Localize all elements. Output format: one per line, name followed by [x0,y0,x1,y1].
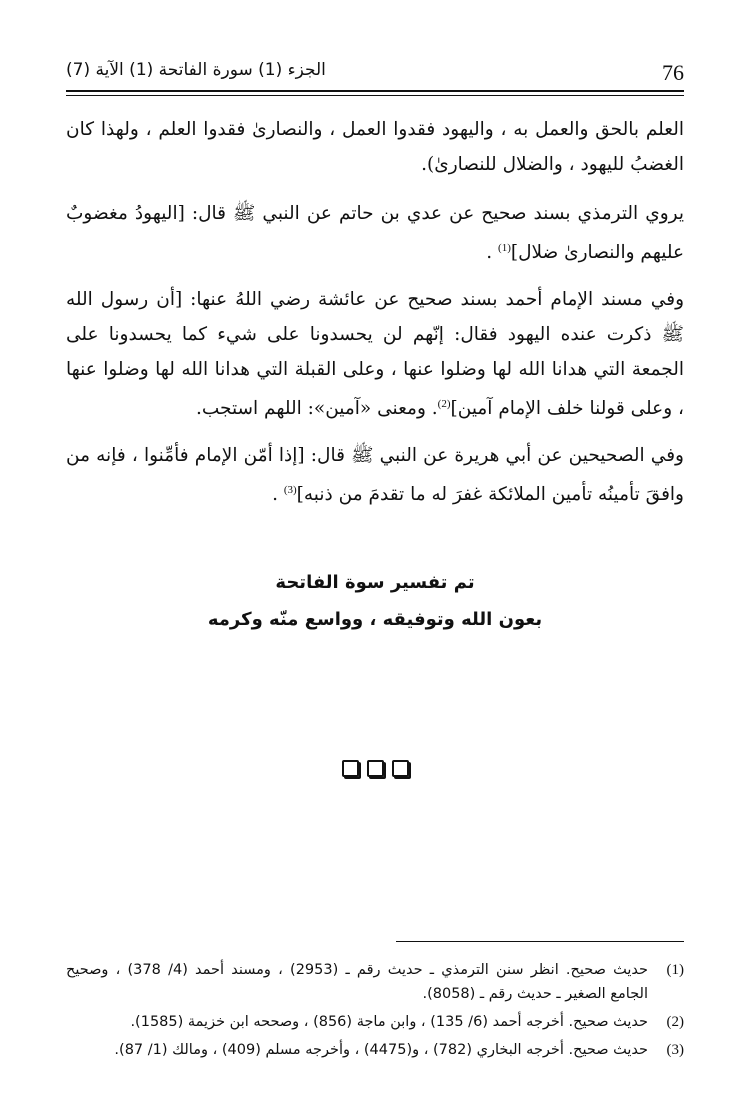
closing-statement [66,566,684,640]
paragraph-end: . ومعنى «آمين»: اللهم استجب. [195,398,438,420]
closing-subtitle: بعون الله وتوفيقه ، وواسع منّه وكرمه [207,609,543,630]
paragraph [66,282,684,426]
footnote-item [66,1038,684,1062]
footnote-ref[interactable]: (1) [498,242,511,254]
square-ornament-icon [392,760,409,777]
footnote-item [66,958,684,1006]
footnote-text: حديث صحيح. انظر سنن الترمذي ـ حديث رقم ـ (2953) ، ومسند أحمد (4/ 378) ، وصحيح الجامع الصغير ـ حديث رقم ـ (8058). [66,962,649,1002]
footnote-item [66,1010,684,1034]
main-text [66,112,684,524]
footnote-text: حديث صحيح. أخرجه أحمد (6/ 135) ، وابن ماجة (856) ، وصححه ابن خزيمة (1585). [130,1014,648,1030]
paragraph-end: . [486,242,499,264]
paragraph-text: وفي الصحيحين عن أبي هريرة عن النبي ﷺ قال: [إذا أمّن الإمام فأمِّنوا ، فإنه من وافقَ تأمينُه تأمين الملائكة غفرَ له ما تقدمَ من ذنبه] [66,445,684,506]
footnote-number: (3) [666,1042,684,1058]
footnote-ref[interactable]: (3) [283,484,297,497]
paragraph-text: وفي مسند الإمام أحمد بسند صحيح عن عائشة رضي اللهُ عنها: [أن رسول الله ﷺ ذكرت عنده اليهود فقال: إنّهم لن يحسدونا على شيء كما يحسدونا على الجمعة التي هدانا الله لها وضلوا عنها ، وعلى القبلة التي هدانا الله لها وضلوا عنها ، وعلى قولنا خلف الإمام آمين] [66,289,684,420]
paragraph [66,112,684,182]
footnote-number: (2) [666,1014,684,1030]
header-rule-thick [66,90,684,92]
footnotes [66,958,684,1066]
square-ornament-icon [367,760,384,777]
paragraph-end: . [272,484,284,506]
footnote-ref[interactable]: (2) [437,398,451,411]
footnote-number: (1) [666,962,684,978]
page-number: 76 [662,60,684,85]
paragraph [66,196,684,270]
footnote-separator [396,941,684,942]
paragraph [66,438,684,512]
running-title: الجزء (1) سورة الفاتحة (1) الآية (7) [66,60,326,80]
section-divider-ornament [0,760,750,777]
square-ornament-icon [342,760,359,777]
closing-title: تم تفسير سوة الفاتحة [275,572,475,593]
paragraph-text: العلم بالحق والعمل به ، واليهود فقدوا العمل ، والنصارىٰ فقدوا العلم ، ولهذا كان الغضبُ لليهود ، والضلال للنصارىٰ). [66,119,684,175]
footnote-text: حديث صحيح. أخرجه البخاري (782) ، و(4475) ، وأخرجه مسلم (409) ، ومالك (1/ 87). [114,1042,648,1058]
paragraph-text: يروي الترمذي بسند صحيح عن عدي بن حاتم عن النبي ﷺ قال: [اليهودُ مغضوبٌ عليهم والنصارىٰ ضلال] [66,203,684,264]
header-rule-thin [66,95,684,96]
page-header [66,56,684,90]
